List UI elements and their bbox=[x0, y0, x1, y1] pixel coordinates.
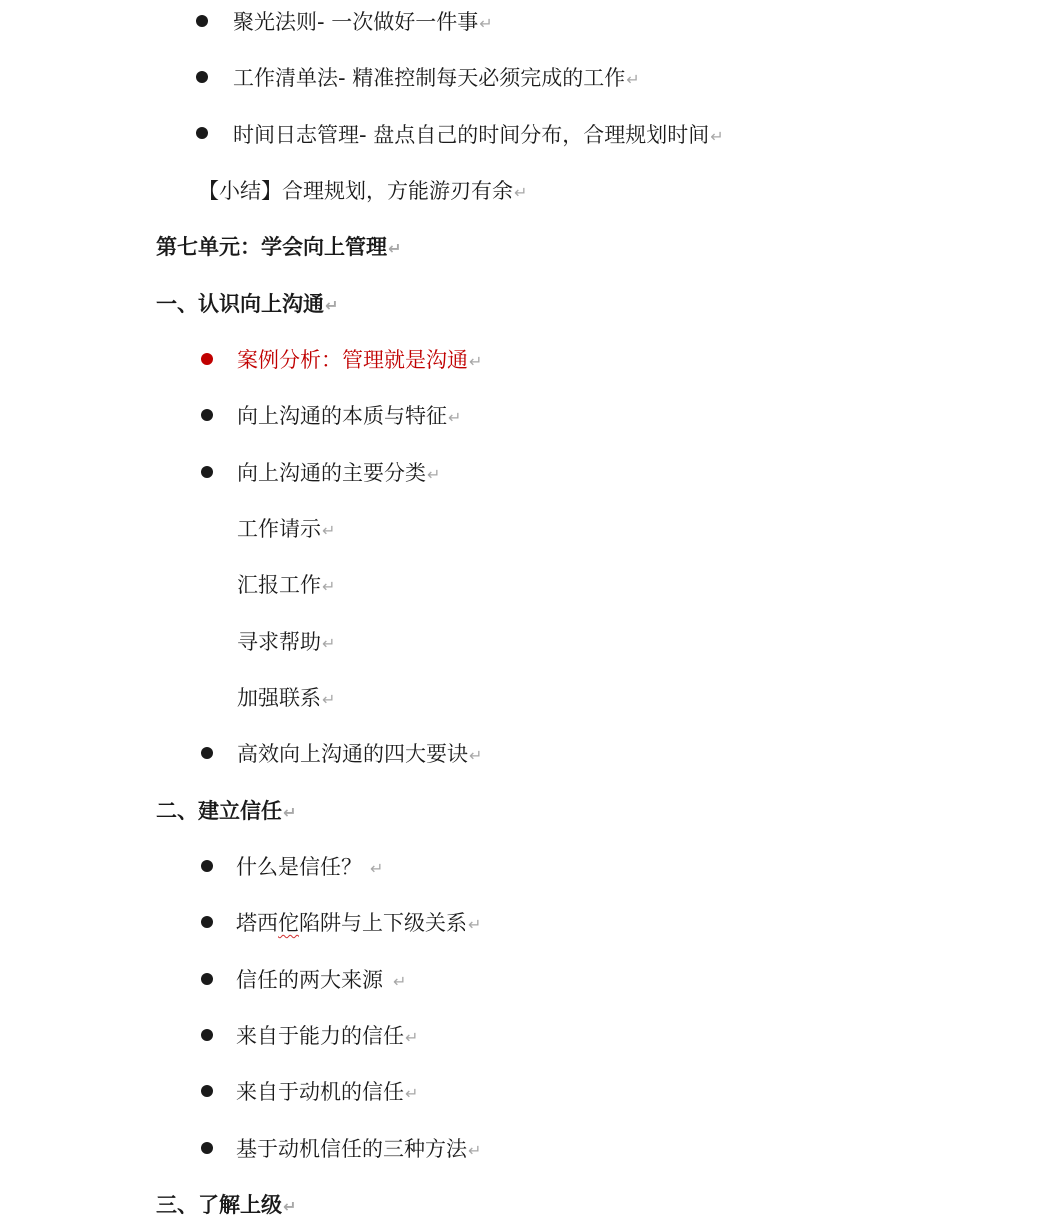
list-item-text: 来自于能力的信任 bbox=[236, 1024, 404, 1048]
unit-heading-text: 第七单元：学会向上管理 bbox=[156, 235, 387, 259]
list-item bbox=[237, 740, 482, 768]
list-item bbox=[236, 853, 383, 881]
list-item-text: 聚光法则- 一次做好一件事 bbox=[233, 10, 479, 34]
bullet-dot bbox=[201, 1085, 213, 1097]
sub-item bbox=[237, 628, 335, 656]
bullet-dot bbox=[201, 409, 213, 421]
bullet-dot bbox=[201, 916, 213, 928]
bullet-dot bbox=[196, 71, 208, 83]
paragraph-mark-icon: ↵ bbox=[448, 408, 462, 427]
paragraph-mark-icon: ↵ bbox=[469, 746, 483, 765]
list-item-text-part: 塔西 bbox=[236, 911, 278, 935]
list-item bbox=[237, 459, 440, 487]
spelling-error-word[interactable]: 佗 bbox=[278, 911, 299, 935]
sub-item bbox=[237, 684, 335, 712]
paragraph-mark-icon: ↵ bbox=[370, 859, 384, 878]
list-item bbox=[236, 1135, 481, 1163]
sub-item-text: 汇报工作 bbox=[237, 573, 321, 597]
list-item-text: 工作清单法- 精准控制每天必须完成的工作 bbox=[233, 66, 626, 90]
list-item-text: 时间日志管理- 盘点自己的时间分布，合理规划时间 bbox=[233, 123, 710, 147]
paragraph-mark-icon: ↵ bbox=[325, 296, 339, 315]
paragraph-mark-icon: ↵ bbox=[405, 1028, 419, 1047]
list-item bbox=[236, 1078, 418, 1106]
paragraph-mark-icon: ↵ bbox=[405, 1084, 419, 1103]
paragraph-mark-icon: ↵ bbox=[710, 127, 724, 146]
bullet-dot bbox=[196, 127, 208, 139]
list-item-text: 什么是信任？ bbox=[236, 855, 362, 879]
bullet-dot bbox=[201, 747, 213, 759]
unit-heading bbox=[156, 233, 401, 261]
paragraph-mark-icon: ↵ bbox=[479, 14, 493, 33]
paragraph-mark-icon: ↵ bbox=[393, 972, 407, 991]
list-item bbox=[237, 402, 461, 430]
paragraph-mark-icon: ↵ bbox=[322, 690, 336, 709]
bullet-dot bbox=[201, 353, 213, 365]
paragraph-mark-icon: ↵ bbox=[468, 915, 482, 934]
section-heading bbox=[156, 1191, 296, 1219]
paragraph-mark-icon: ↵ bbox=[388, 239, 402, 258]
list-item-text: 向上沟通的本质与特征 bbox=[237, 404, 447, 428]
section-heading bbox=[156, 290, 338, 318]
list-item bbox=[233, 8, 493, 36]
bullet-dot bbox=[201, 466, 213, 478]
paragraph-mark-icon: ↵ bbox=[469, 352, 483, 371]
bullet-dot bbox=[196, 15, 208, 27]
list-item-text: 案例分析：管理就是沟通 bbox=[237, 348, 468, 372]
bullet-dot bbox=[201, 1029, 213, 1041]
paragraph-mark-icon: ↵ bbox=[322, 577, 336, 596]
summary-text: 【小结】合理规划，方能游刃有余 bbox=[198, 179, 513, 203]
sub-item-text: 工作请示 bbox=[237, 517, 321, 541]
paragraph-mark-icon: ↵ bbox=[427, 465, 441, 484]
bullet-dot bbox=[201, 860, 213, 872]
paragraph-mark-icon: ↵ bbox=[283, 803, 297, 822]
sub-item-text: 寻求帮助 bbox=[237, 630, 321, 654]
list-item-text: 向上沟通的主要分类 bbox=[237, 461, 426, 485]
list-item bbox=[236, 966, 406, 994]
list-item bbox=[233, 121, 724, 149]
list-item bbox=[237, 346, 482, 374]
list-item bbox=[236, 1022, 418, 1050]
paragraph-mark-icon: ↵ bbox=[514, 183, 528, 202]
sub-item-text: 加强联系 bbox=[237, 686, 321, 710]
list-item bbox=[233, 64, 640, 92]
summary-line bbox=[198, 177, 527, 205]
list-item-text: 高效向上沟通的四大要诀 bbox=[237, 742, 468, 766]
section-heading-text: 三、了解上级 bbox=[156, 1193, 282, 1217]
section-heading-text: 一、认识向上沟通 bbox=[156, 292, 324, 316]
list-item-text-part: 陷阱与上下级关系 bbox=[299, 911, 467, 935]
bullet-dot bbox=[201, 1142, 213, 1154]
paragraph-mark-icon: ↵ bbox=[322, 521, 336, 540]
list-item bbox=[236, 909, 481, 937]
sub-item bbox=[237, 571, 335, 599]
sub-item bbox=[237, 515, 335, 543]
list-item-text: 来自于动机的信任 bbox=[236, 1080, 404, 1104]
section-heading-text: 二、建立信任 bbox=[156, 799, 282, 823]
section-heading bbox=[156, 797, 296, 825]
paragraph-mark-icon: ↵ bbox=[322, 634, 336, 653]
bullet-dot bbox=[201, 973, 213, 985]
paragraph-mark-icon: ↵ bbox=[283, 1197, 297, 1216]
list-item-text: 信任的两大来源 bbox=[236, 968, 383, 992]
paragraph-mark-icon: ↵ bbox=[468, 1141, 482, 1160]
paragraph-mark-icon: ↵ bbox=[626, 70, 640, 89]
list-item-text: 基于动机信任的三种方法 bbox=[236, 1137, 467, 1161]
